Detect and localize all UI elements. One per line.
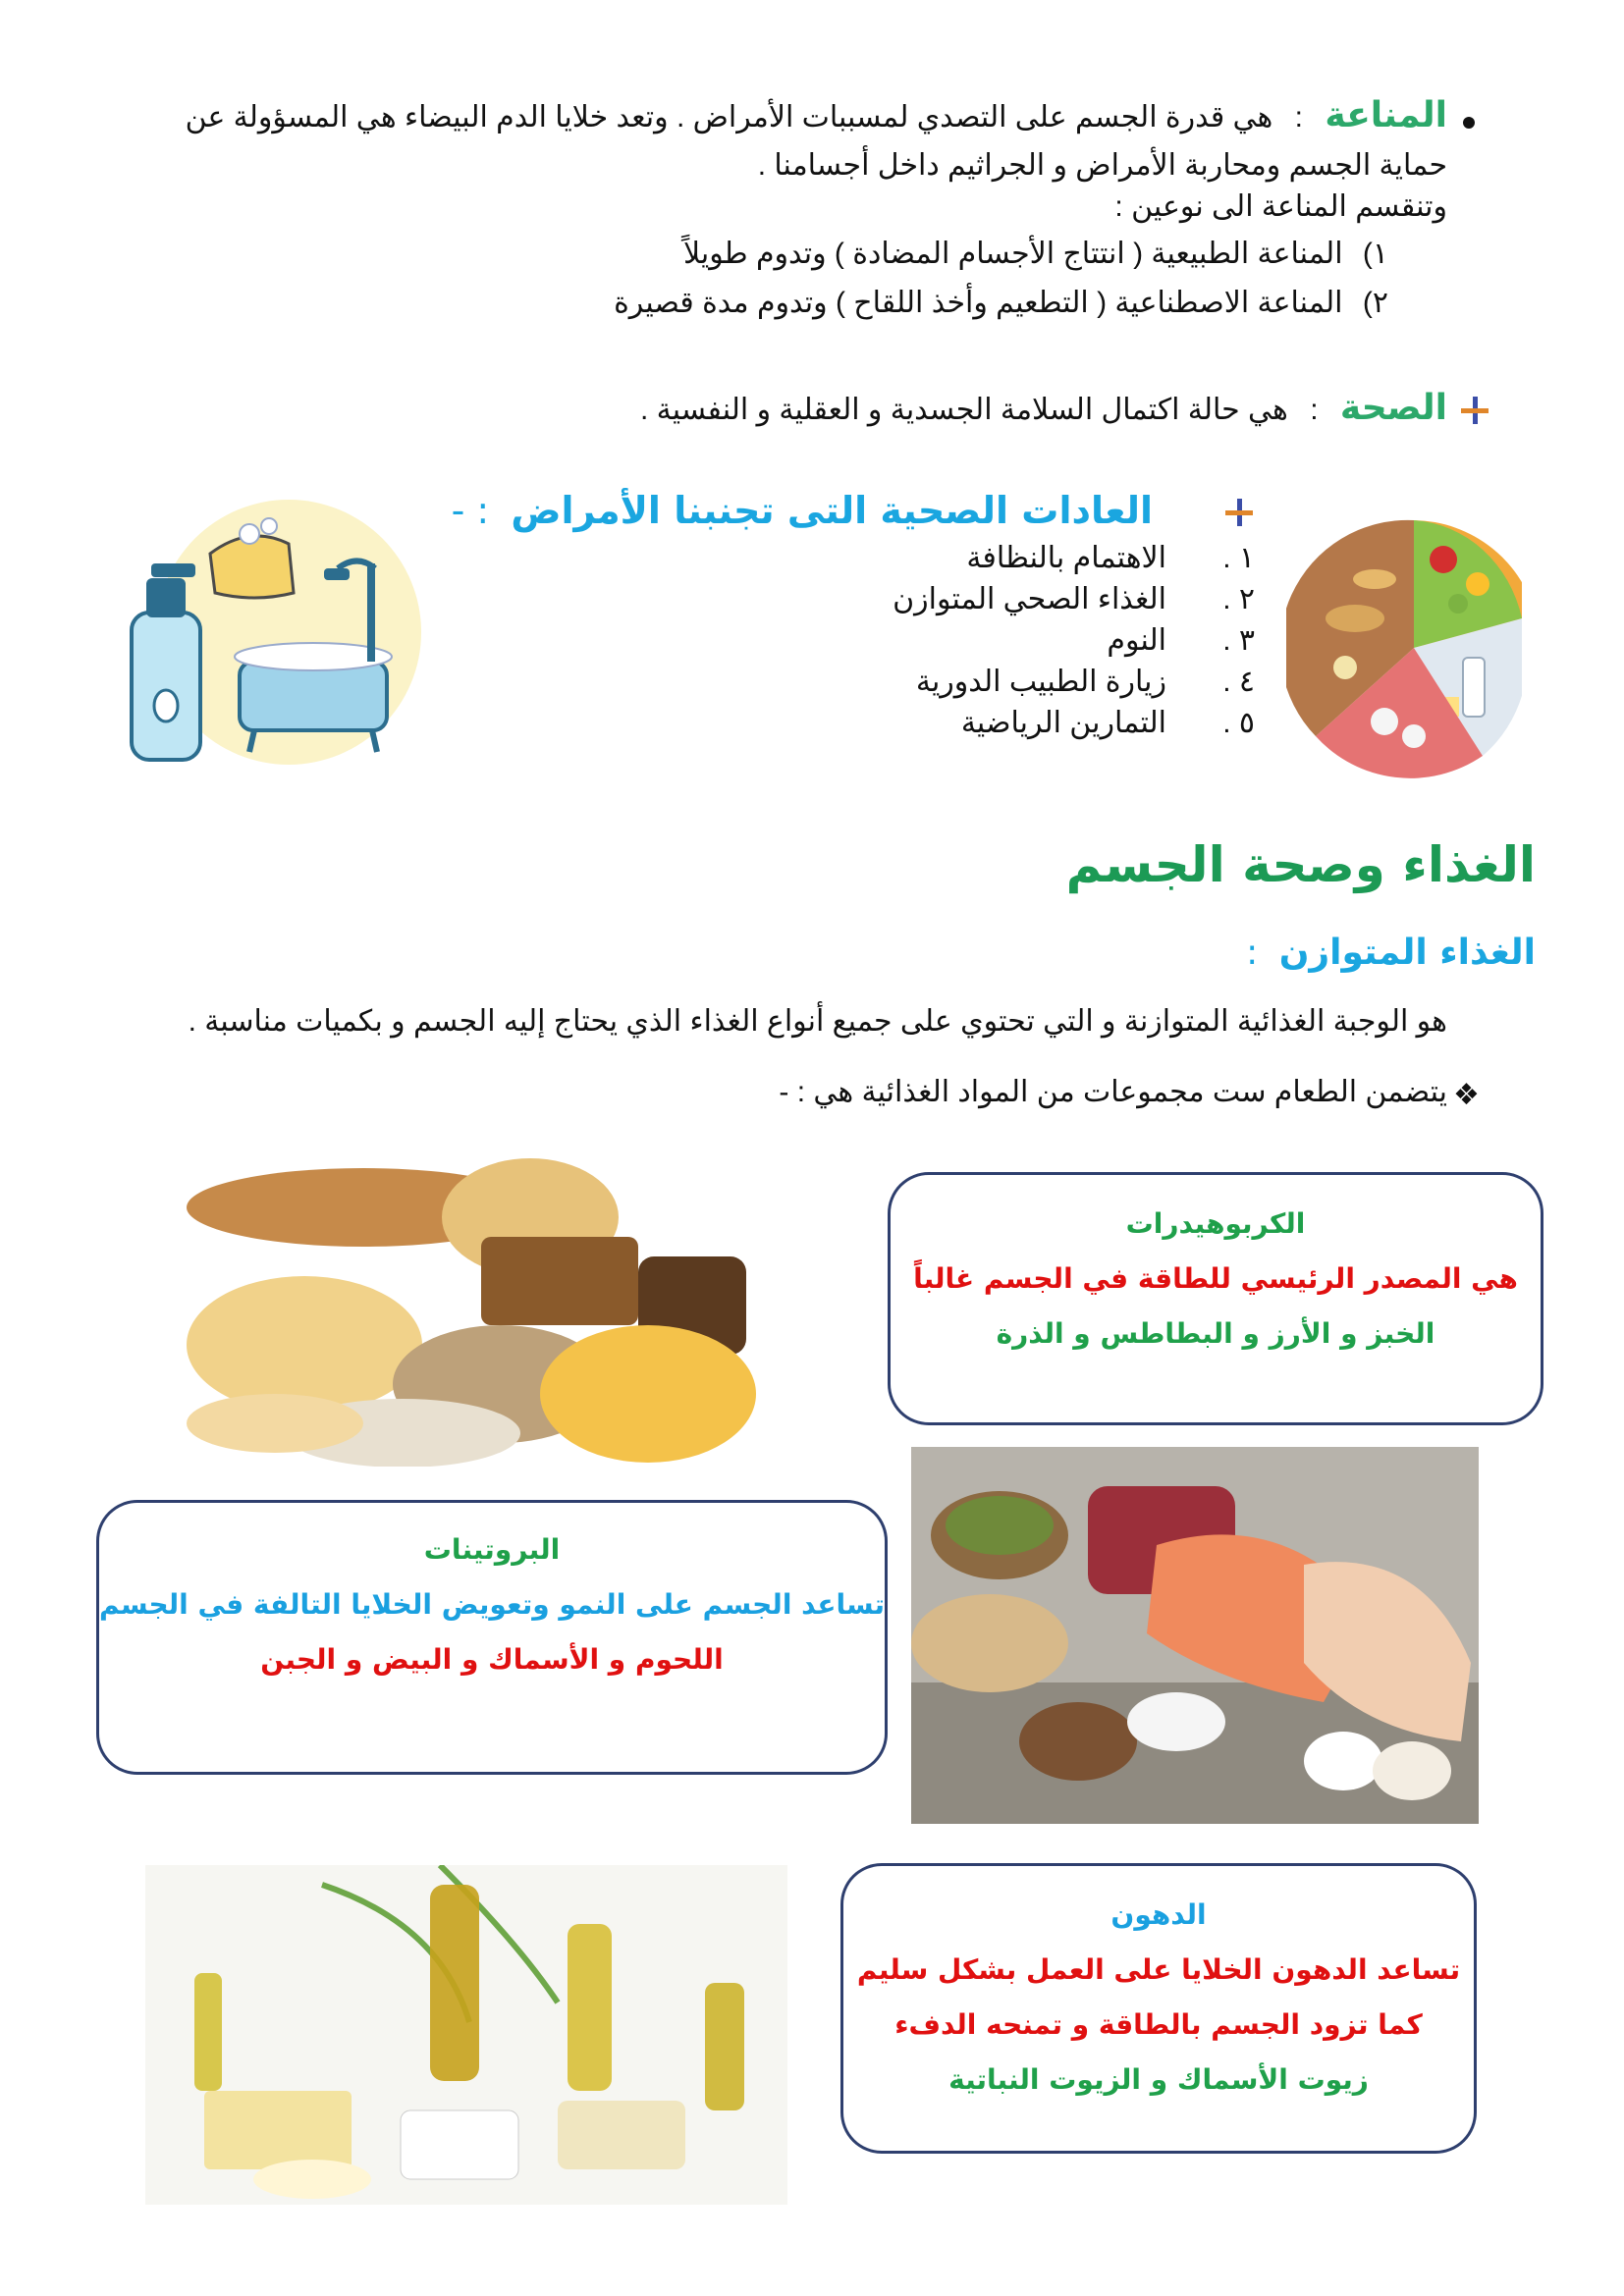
fats-image	[145, 1865, 787, 2205]
fats-examples: زيوت الأسماك و الزيوت النباتية	[948, 2063, 1369, 2096]
groups-intro: يتضمن الطعام ست مجموعات من المواد الغذائية هي : -	[779, 1076, 1447, 1108]
list-item: ٤ .زيارة الطبيب الدورية	[915, 666, 1255, 698]
food-groups-plate-image	[1286, 510, 1522, 785]
proteins-examples: اللحوم و الأسماك و البيض و الجبن	[260, 1643, 724, 1676]
immunity-type-2: ٢) المناعة الاصطناعية ( التطعيم وأخذ اللقاح ) وتدوم مدة قصيرة	[614, 287, 1388, 319]
carbohydrates-examples: الخبز و الأرز و البطاطس و الذرة	[996, 1317, 1435, 1350]
immunity-bullet-icon	[1463, 114, 1475, 133]
immunity-paragraph: المناعة : هي قدرة الجسم على التصدي لمسببات الأمراض . وتعد خلايا الدم البيضاء هي المسؤولة عن	[185, 94, 1447, 134]
habits-plus-icon	[1225, 499, 1253, 530]
balanced-food-subtitle: الغذاء المتوازن	[1278, 933, 1536, 973]
diamond-bullet-icon: ❖	[1453, 1078, 1480, 1112]
proteins-title: البروتينات	[423, 1533, 561, 1566]
immunity-line1: هي قدرة الجسم على التصدي لمسببات الأمراض . وتعد خلايا الدم البيضاء هي المسؤولة عن	[185, 101, 1273, 133]
habits-list	[666, 538, 1255, 744]
carbohydrates-box	[888, 1172, 1543, 1425]
section-title: الغذاء وصحة الجسم	[1065, 836, 1536, 893]
carbohydrates-image	[187, 1139, 760, 1467]
health-definition: هي حالة اكتمال السلامة الجسدية و العقلية و النفسية .	[639, 394, 1288, 426]
habits-title: العادات الصحية التى تجنبنا الأمراض	[511, 489, 1153, 532]
health-paragraph: الصحة : هي حالة اكتمال السلامة الجسدية و العقلية و النفسية .	[639, 387, 1447, 427]
proteins-box	[96, 1500, 888, 1775]
immunity-term: المناعة	[1325, 94, 1447, 134]
immunity-line3: وتنقسم المناعة الى نوعين :	[1114, 190, 1447, 223]
list-item: ٢ .الغذاء الصحي المتوازن	[893, 583, 1255, 615]
immunity-line2: حماية الجسم ومحاربة الأمراض و الجراثيم داخل أجسامنا .	[757, 149, 1447, 182]
habits-title-row: العادات الصحية التى تجنبنا الأمراض : -	[451, 489, 1153, 532]
immunity-type-1: ١) المناعة الطبيعية ( انتتاج الأجسام المضادة ) وتدوم طويلاً	[682, 238, 1388, 270]
proteins-description: تساعد الجسم على النمو وتعويض الخلايا التالفة في الجسم	[99, 1588, 885, 1621]
carbohydrates-description: هي المصدر الرئيسي للطاقة في الجسم غالباً	[913, 1262, 1518, 1295]
proteins-image	[911, 1447, 1479, 1824]
balanced-food-definition: هو الوجبة الغذائية المتوازنة و التي تحتوي على جميع أنواع الغذاء الذي يحتاج إليه الجسم و بكميات مناسبة .	[188, 1005, 1447, 1038]
health-term: الصحة	[1339, 387, 1447, 427]
health-plus-icon	[1461, 397, 1489, 428]
fats-title: الدهون	[1110, 1898, 1207, 1931]
list-item: ٥ .التمارين الرياضية	[960, 707, 1255, 739]
fats-box	[840, 1863, 1477, 2154]
fats-description-1: تساعد الدهون الخلايا على العمل بشكل سليم	[856, 1953, 1461, 1986]
subtitle-row: الغذاء المتوازن :	[1246, 933, 1536, 973]
list-item: ٣ .النوم	[1107, 624, 1255, 657]
fats-description-2: كما تزود الجسم بالطاقة و تمنحه الدفء	[894, 2008, 1423, 2041]
carbohydrates-title: الكربوهيدرات	[1125, 1207, 1306, 1240]
list-item: ١ .الاهتمام بالنظافة	[966, 542, 1255, 574]
